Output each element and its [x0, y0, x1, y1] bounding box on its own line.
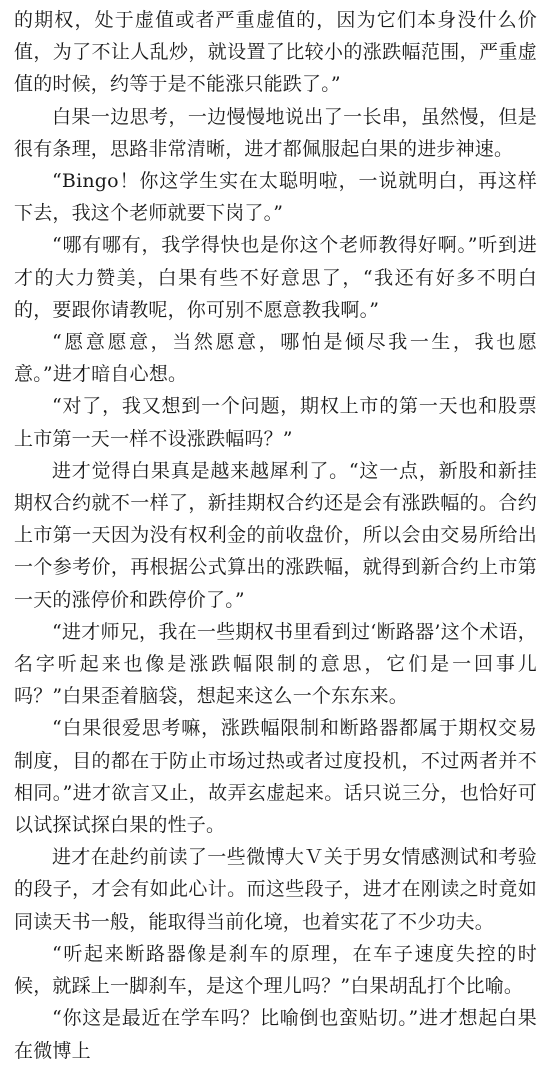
- paragraph-3: “Bingo！你这学生实在太聪明啦，一说就明白，再这样下去，我这个老师就要下岗了。”: [14, 170, 537, 225]
- paragraph-8: “进才师兄，我在一些期权书里看到过‘断路器’这个术语，名字听起来也像是涨跌幅限制的意思，它们是一回事儿吗？”白果歪着脑袋，想起来这么一个东东来。: [14, 620, 537, 708]
- paragraph-2: 白果一边思考，一边慢慢地说出了一长串，虽然慢，但是很有条理，思路非常清晰，进才都佩服起白果的进步神速。: [14, 105, 537, 160]
- paragraph-6: “对了，我又想到一个问题，期权上市的第一天也和股票上市第一天一样不设涨跌幅吗？”: [14, 395, 537, 450]
- paragraph-5: “愿意愿意，当然愿意，哪怕是倾尽我一生，我也愿意。”进才暗自心想。: [14, 331, 537, 386]
- paragraph-4: “哪有哪有，我学得快也是你这个老师教得好啊。”听到进才的大力赞美，白果有些不好意思了，“我还有好多不明白的，要跟你请教呢，你可别不愿意教我啊。”: [14, 234, 537, 321]
- paragraph-9: “白果很爱思考嘛，涨跌幅限制和断路器都属于期权交易制度，目的都在于防止市场过热或者过度投机，不过两者并不相同。”进才欲言又止，故弄玄虚起来。话只说三分，也恰好可以试探试探白果的性子。: [14, 717, 537, 837]
- paragraph-10: 进才在赴约前读了一些微博大Ｖ关于男女情感测试和考验的段子，才会有如此心计。而这些段子，进才在刚读之时竟如同读天书一般，能取得当前化境，也着实花了不少功夫。: [14, 846, 537, 933]
- paragraph-11: “听起来断路器像是刹车的原理，在车子速度失控的时候，就踩上一脚刹车，是这个理儿吗？”白果胡乱打个比喻。: [14, 942, 537, 998]
- paragraph-1: 的期权，处于虚值或者严重虚值的，因为它们本身没什么价值，为了不让人乱炒，就设置了比较小的涨跌幅范围，严重虚值的时候，约等于是不能涨只能跌了。”: [14, 9, 537, 96]
- paragraph-7: 进才觉得白果真是越来越犀利了。“这一点，新股和新挂期权合约就不一样了，新挂期权合约还是会有涨跌幅的。合约上市第一天因为没有权利金的前收盘价，所以会由交易所给出一个参考价，再根据公式算出的涨跌幅，就得到新合约上市第一天的涨停价和跌停价了。”: [14, 459, 537, 611]
- paragraph-12: “你这是最近在学车吗？比喻倒也蛮贴切。”进才想起白果在微博上: [14, 1007, 537, 1062]
